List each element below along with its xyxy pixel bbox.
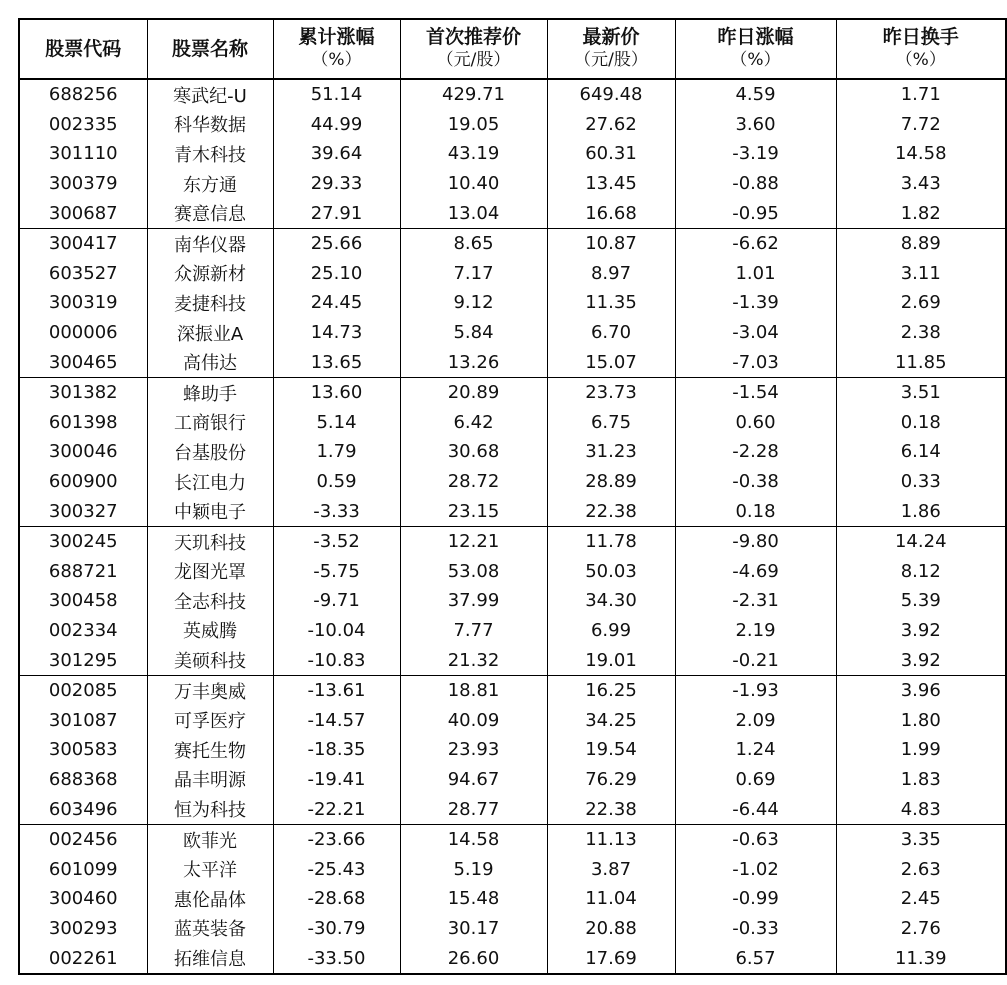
- cumulative-gain-cell: 25.66: [273, 228, 400, 258]
- cumulative-gain-cell: -5.75: [273, 557, 400, 587]
- yesterday-turnover-cell: 11.85: [836, 347, 1006, 377]
- table-row: [19, 645, 1006, 675]
- first-recommend-price-cell: 30.17: [400, 914, 547, 944]
- yesterday-turnover-cell: 7.72: [836, 110, 1006, 140]
- stock-name-cell: 众源新材: [147, 259, 273, 289]
- first-recommend-price-cell: 12.21: [400, 526, 547, 556]
- stock-code-cell: 300046: [48, 441, 118, 463]
- first-recommend-price-cell: 429.71: [400, 79, 547, 110]
- cumulative-gain-cell: -10.83: [273, 645, 400, 675]
- table-row: [19, 943, 1006, 974]
- latest-price-cell: 11.35: [547, 288, 675, 318]
- yesterday-change-cell: -1.02: [675, 854, 836, 884]
- latest-price-cell: 3.87: [547, 854, 675, 884]
- stock-code-cell: 688721: [48, 560, 118, 582]
- yesterday-change-cell: 2.09: [675, 705, 836, 735]
- yesterday-turnover-cell: 3.92: [836, 616, 1006, 646]
- first-recommend-price-cell: 6.42: [400, 408, 547, 438]
- yesterday-turnover-cell: 8.89: [836, 228, 1006, 258]
- yesterday-change-cell: 3.60: [675, 110, 836, 140]
- first-recommend-price-cell: 40.09: [400, 705, 547, 735]
- latest-price-cell: 19.01: [547, 645, 675, 675]
- yesterday-change-cell: -0.63: [675, 824, 836, 854]
- first-recommend-price-cell: 53.08: [400, 557, 547, 587]
- yesterday-change-cell: -2.28: [675, 437, 836, 467]
- table-row: [19, 914, 1006, 944]
- yesterday-turnover-cell: 2.45: [836, 884, 1006, 914]
- stock-code-cell: 300319: [48, 292, 118, 314]
- stock-code-cell: 688368: [48, 768, 118, 790]
- header-yesterday-change: 昨日涨幅 （%）: [675, 19, 836, 79]
- stock-name-cell: 赛托生物: [147, 735, 273, 765]
- stock-code-cell: 300327: [19, 496, 147, 526]
- yesterday-turnover-cell: 2.69: [836, 288, 1006, 318]
- yesterday-turnover-cell: 1.83: [836, 765, 1006, 795]
- latest-price-cell: 15.07: [547, 347, 675, 377]
- cumulative-gain-cell: -25.43: [273, 854, 400, 884]
- yesterday-turnover-cell: 1.99: [836, 735, 1006, 765]
- latest-price-cell: 31.23: [547, 437, 675, 467]
- table-row: [19, 586, 1006, 616]
- cumulative-gain-cell: 29.33: [273, 169, 400, 199]
- stock-name-cell: 太平洋: [147, 854, 273, 884]
- cumulative-gain-cell: -9.71: [273, 586, 400, 616]
- table-row: [19, 408, 1006, 438]
- stock-name-cell: 惠伦晶体: [147, 884, 273, 914]
- yesterday-turnover-cell: 3.92: [836, 645, 1006, 675]
- header-first-recommend-price: 首次推荐价 （元/股）: [400, 19, 547, 79]
- stock-name-cell: 科华数据: [147, 110, 273, 140]
- first-recommend-price-cell: 30.68: [400, 437, 547, 467]
- yesterday-turnover-cell: 0.18: [836, 408, 1006, 438]
- table-row: [19, 557, 1006, 587]
- header-row: [19, 19, 1006, 79]
- first-recommend-price-cell: 14.58: [400, 824, 547, 854]
- table-row: [19, 79, 1006, 110]
- cumulative-gain-cell: -3.52: [273, 526, 400, 556]
- stock-table-container: [18, 18, 959, 975]
- latest-price-cell: 34.30: [547, 586, 675, 616]
- first-recommend-price-cell: 43.19: [400, 139, 547, 169]
- header-yesterday-turnover: 昨日换手 （%）: [836, 19, 1006, 79]
- latest-price-cell: 6.75: [547, 408, 675, 438]
- first-recommend-price-cell: 28.72: [400, 467, 547, 497]
- cumulative-gain-cell: -30.79: [273, 914, 400, 944]
- stock-name-cell: 美硕科技: [147, 645, 273, 675]
- latest-price-cell: 50.03: [547, 557, 675, 587]
- yesterday-change-cell: -0.21: [675, 645, 836, 675]
- cumulative-gain-cell: -13.61: [273, 675, 400, 705]
- stock-name-cell: 赛意信息: [147, 198, 273, 228]
- latest-price-cell: 13.45: [547, 169, 675, 199]
- stock-name-cell: 万丰奥威: [147, 675, 273, 705]
- yesterday-turnover-cell: 3.11: [836, 259, 1006, 289]
- stock-code-cell: 002334: [48, 619, 118, 641]
- table-row: [19, 824, 1006, 854]
- latest-price-cell: 8.97: [547, 259, 675, 289]
- cumulative-gain-cell: 14.73: [273, 318, 400, 348]
- stock-name-cell: 麦捷科技: [147, 288, 273, 318]
- stock-name-cell: 欧菲光: [147, 824, 273, 854]
- stock-code-cell: 301295: [19, 645, 147, 675]
- latest-price-cell: 17.69: [547, 943, 675, 974]
- first-recommend-price-cell: 5.19: [400, 854, 547, 884]
- yesterday-turnover-cell: 2.63: [836, 854, 1006, 884]
- stock-code-cell: 603496: [19, 794, 147, 824]
- cumulative-gain-cell: 0.59: [273, 467, 400, 497]
- table-row: [19, 496, 1006, 526]
- cumulative-gain-cell: -18.35: [273, 735, 400, 765]
- stock-name-cell: 青木科技: [147, 139, 273, 169]
- stock-code-cell: 300465: [19, 347, 147, 377]
- first-recommend-price-cell: 10.40: [400, 169, 547, 199]
- yesterday-turnover-cell: 2.38: [836, 318, 1006, 348]
- stock-code-cell: 301382: [48, 382, 118, 404]
- latest-price-cell: 10.87: [547, 228, 675, 258]
- yesterday-turnover-cell: 3.43: [836, 169, 1006, 199]
- table-row: [19, 854, 1006, 884]
- stock-code-cell: 300458: [48, 590, 118, 612]
- stock-name-cell: 英威腾: [147, 616, 273, 646]
- latest-price-cell: 16.68: [547, 198, 675, 228]
- yesterday-change-cell: 1.24: [675, 735, 836, 765]
- stock-code-cell: 603527: [48, 262, 118, 284]
- stock-code-cell: 300417: [48, 233, 118, 255]
- yesterday-change-cell: -0.99: [675, 884, 836, 914]
- first-recommend-price-cell: 15.48: [400, 884, 547, 914]
- table-row: [19, 318, 1006, 348]
- cumulative-gain-cell: -23.66: [273, 824, 400, 854]
- stock-name-cell: 高伟达: [147, 347, 273, 377]
- stock-code-cell: 002456: [48, 829, 118, 851]
- stock-code-cell: 002261: [48, 947, 118, 969]
- first-recommend-price-cell: 5.84: [400, 318, 547, 348]
- table-row: [19, 169, 1006, 199]
- yesterday-turnover-cell: 1.82: [836, 198, 1006, 228]
- yesterday-change-cell: -1.54: [675, 377, 836, 407]
- stock-name-cell: 全志科技: [147, 586, 273, 616]
- cumulative-gain-cell: 39.64: [273, 139, 400, 169]
- yesterday-change-cell: -3.19: [675, 139, 836, 169]
- latest-price-cell: 11.78: [547, 526, 675, 556]
- table-row: [19, 735, 1006, 765]
- table-row: [19, 110, 1006, 140]
- stock-name-cell: 中颖电子: [147, 496, 273, 526]
- yesterday-turnover-cell: 14.24: [836, 526, 1006, 556]
- table-header: [19, 19, 1006, 79]
- stock-name-cell: 寒武纪-U: [147, 79, 273, 110]
- cumulative-gain-cell: -3.33: [273, 496, 400, 526]
- first-recommend-price-cell: 21.32: [400, 645, 547, 675]
- latest-price-cell: 22.38: [547, 496, 675, 526]
- table-row: [19, 794, 1006, 824]
- table-row: [19, 467, 1006, 497]
- stock-code-cell: 300379: [48, 173, 118, 195]
- latest-price-cell: 20.88: [547, 914, 675, 944]
- first-recommend-price-cell: 13.26: [400, 347, 547, 377]
- latest-price-cell: 6.70: [547, 318, 675, 348]
- yesterday-change-cell: -4.69: [675, 557, 836, 587]
- table-row: [19, 259, 1006, 289]
- first-recommend-price-cell: 28.77: [400, 794, 547, 824]
- cumulative-gain-cell: 25.10: [273, 259, 400, 289]
- yesterday-change-cell: 0.69: [675, 765, 836, 795]
- stock-name-cell: 蓝英装备: [147, 914, 273, 944]
- stock-name-cell: 台基股份: [147, 437, 273, 467]
- stock-name-cell: 南华仪器: [147, 228, 273, 258]
- yesterday-change-cell: -0.38: [675, 467, 836, 497]
- first-recommend-price-cell: 23.93: [400, 735, 547, 765]
- yesterday-turnover-cell: 1.71: [836, 79, 1006, 110]
- stock-name-cell: 蜂助手: [147, 377, 273, 407]
- stock-code-cell: 688256: [48, 84, 118, 106]
- stock-code-cell: 601398: [48, 411, 118, 433]
- table-row: [19, 228, 1006, 258]
- latest-price-cell: 60.31: [547, 139, 675, 169]
- first-recommend-price-cell: 7.17: [400, 259, 547, 289]
- cumulative-gain-cell: -10.04: [273, 616, 400, 646]
- stock-name-cell: 恒为科技: [147, 794, 273, 824]
- header-stock-code: 股票代码: [19, 19, 147, 79]
- stock-code-cell: 601099: [48, 858, 118, 880]
- stock-code-cell: 301087: [48, 709, 118, 731]
- cumulative-gain-cell: 13.60: [273, 377, 400, 407]
- first-recommend-price-cell: 7.77: [400, 616, 547, 646]
- cumulative-gain-cell: 27.91: [273, 198, 400, 228]
- first-recommend-price-cell: 23.15: [400, 496, 547, 526]
- stock-code-cell: 300460: [48, 888, 118, 910]
- table-row: [19, 616, 1006, 646]
- first-recommend-price-cell: 26.60: [400, 943, 547, 974]
- first-recommend-price-cell: 20.89: [400, 377, 547, 407]
- stock-name-cell: 龙图光罩: [147, 557, 273, 587]
- stock-name-cell: 可孚医疗: [147, 705, 273, 735]
- stock-name-cell: 天玑科技: [147, 526, 273, 556]
- table-row: [19, 198, 1006, 228]
- cumulative-gain-cell: 24.45: [273, 288, 400, 318]
- cumulative-gain-cell: 51.14: [273, 79, 400, 110]
- latest-price-cell: 11.04: [547, 884, 675, 914]
- stock-code-cell: 300687: [19, 198, 147, 228]
- stock-code-cell: 301110: [48, 143, 118, 165]
- stock-code-cell: 300293: [48, 917, 118, 939]
- first-recommend-price-cell: 13.04: [400, 198, 547, 228]
- cumulative-gain-cell: -33.50: [273, 943, 400, 974]
- yesterday-change-cell: 0.18: [675, 496, 836, 526]
- cumulative-gain-cell: -22.21: [273, 794, 400, 824]
- stock-code-cell: 300245: [48, 531, 118, 553]
- latest-price-cell: 34.25: [547, 705, 675, 735]
- stock-code-cell: 300583: [48, 739, 118, 761]
- cumulative-gain-cell: 5.14: [273, 408, 400, 438]
- first-recommend-price-cell: 8.65: [400, 228, 547, 258]
- yesterday-change-cell: -1.93: [675, 675, 836, 705]
- cumulative-gain-cell: -19.41: [273, 765, 400, 795]
- yesterday-change-cell: 6.57: [675, 943, 836, 974]
- yesterday-turnover-cell: 3.35: [836, 824, 1006, 854]
- cumulative-gain-cell: 44.99: [273, 110, 400, 140]
- yesterday-change-cell: -6.62: [675, 228, 836, 258]
- latest-price-cell: 27.62: [547, 110, 675, 140]
- yesterday-turnover-cell: 8.12: [836, 557, 1006, 587]
- header-cumulative-gain: 累计涨幅 （%）: [273, 19, 400, 79]
- yesterday-change-cell: -0.88: [675, 169, 836, 199]
- stock-name-cell: 拓维信息: [147, 943, 273, 974]
- stock-code-cell: 600900: [48, 471, 118, 493]
- latest-price-cell: 16.25: [547, 675, 675, 705]
- yesterday-turnover-cell: 1.80: [836, 705, 1006, 735]
- first-recommend-price-cell: 9.12: [400, 288, 547, 318]
- yesterday-change-cell: -9.80: [675, 526, 836, 556]
- latest-price-cell: 19.54: [547, 735, 675, 765]
- yesterday-turnover-cell: 11.39: [836, 943, 1006, 974]
- table-row: [19, 884, 1006, 914]
- yesterday-turnover-cell: 4.83: [836, 794, 1006, 824]
- first-recommend-price-cell: 18.81: [400, 675, 547, 705]
- yesterday-turnover-cell: 1.86: [836, 496, 1006, 526]
- latest-price-cell: 22.38: [547, 794, 675, 824]
- header-latest-price: 最新价 （元/股）: [547, 19, 675, 79]
- stock-name-cell: 深振业A: [147, 318, 273, 348]
- latest-price-cell: 23.73: [547, 377, 675, 407]
- yesterday-turnover-cell: 6.14: [836, 437, 1006, 467]
- yesterday-change-cell: 1.01: [675, 259, 836, 289]
- table-row: [19, 705, 1006, 735]
- cumulative-gain-cell: -28.68: [273, 884, 400, 914]
- latest-price-cell: 649.48: [547, 79, 675, 110]
- first-recommend-price-cell: 37.99: [400, 586, 547, 616]
- cumulative-gain-cell: 1.79: [273, 437, 400, 467]
- header-stock-name: 股票名称: [147, 19, 273, 79]
- yesterday-change-cell: -7.03: [675, 347, 836, 377]
- cumulative-gain-cell: -14.57: [273, 705, 400, 735]
- stock-code-cell: 000006: [48, 322, 118, 344]
- table-row: [19, 347, 1006, 377]
- yesterday-change-cell: -3.04: [675, 318, 836, 348]
- yesterday-turnover-cell: 0.33: [836, 467, 1006, 497]
- table-row: [19, 526, 1006, 556]
- yesterday-turnover-cell: 3.51: [836, 377, 1006, 407]
- yesterday-change-cell: -0.33: [675, 914, 836, 944]
- stock-recommendation-table: [18, 18, 1007, 975]
- table-row: [19, 437, 1006, 467]
- yesterday-change-cell: -2.31: [675, 586, 836, 616]
- stock-name-cell: 晶丰明源: [147, 765, 273, 795]
- stock-code-cell: 002085: [48, 680, 118, 702]
- yesterday-turnover-cell: 3.96: [836, 675, 1006, 705]
- table-row: [19, 765, 1006, 795]
- cumulative-gain-cell: 13.65: [273, 347, 400, 377]
- first-recommend-price-cell: 94.67: [400, 765, 547, 795]
- yesterday-turnover-cell: 5.39: [836, 586, 1006, 616]
- stock-name-cell: 工商银行: [147, 408, 273, 438]
- yesterday-change-cell: -6.44: [675, 794, 836, 824]
- table-body: [19, 79, 1006, 974]
- table-row: [19, 675, 1006, 705]
- yesterday-turnover-cell: 14.58: [836, 139, 1006, 169]
- latest-price-cell: 11.13: [547, 824, 675, 854]
- table-row: [19, 377, 1006, 407]
- stock-code-cell: 002335: [48, 113, 118, 135]
- yesterday-change-cell: 2.19: [675, 616, 836, 646]
- yesterday-change-cell: 4.59: [675, 79, 836, 110]
- yesterday-change-cell: 0.60: [675, 408, 836, 438]
- yesterday-change-cell: -0.95: [675, 198, 836, 228]
- latest-price-cell: 28.89: [547, 467, 675, 497]
- stock-name-cell: 长江电力: [147, 467, 273, 497]
- stock-name-cell: 东方通: [147, 169, 273, 199]
- table-row: [19, 139, 1006, 169]
- first-recommend-price-cell: 19.05: [400, 110, 547, 140]
- yesterday-turnover-cell: 2.76: [836, 914, 1006, 944]
- latest-price-cell: 6.99: [547, 616, 675, 646]
- latest-price-cell: 76.29: [547, 765, 675, 795]
- yesterday-change-cell: -1.39: [675, 288, 836, 318]
- table-row: [19, 288, 1006, 318]
